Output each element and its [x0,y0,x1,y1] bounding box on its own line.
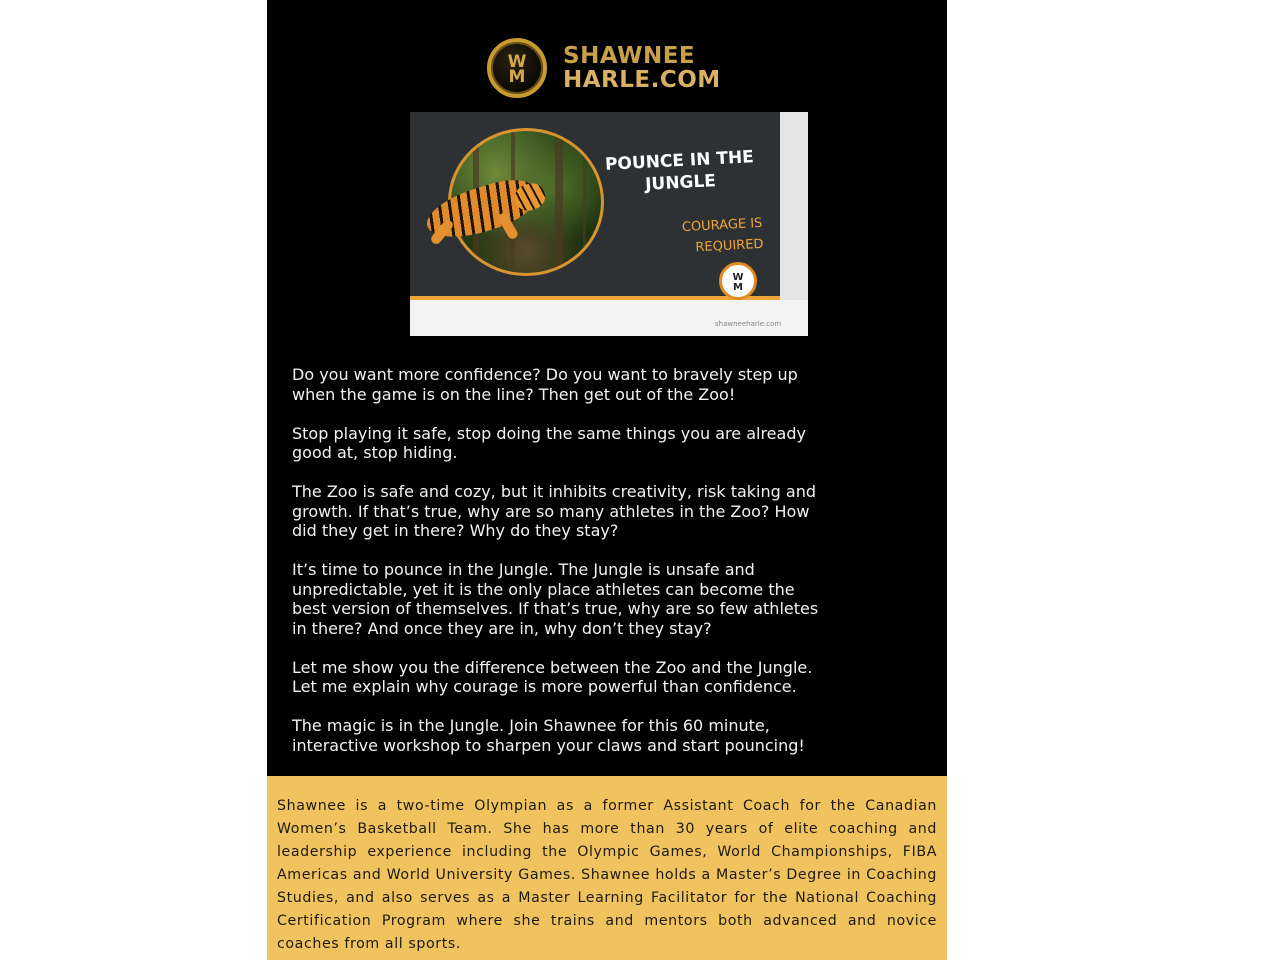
speaker-bio [267,776,947,960]
paragraph: The magic is in the Jungle. Join Shawnee for this 60 minute, interactive workshop to sharpen your claws and start pouncing! [292,716,805,755]
paragraph: Stop playing it safe, stop doing the same things you are already good at, stop hiding. [292,423,806,462]
banner-footer-strip [410,300,808,336]
bio-text: Shawnee is a two-time Olympian as a former Assistant Coach for the Canadian Women’s Basketball Team. She has more than 30 years of elite coaching and leadership experience including the Olympic Games, World Championships, FIBA Americas and World University Games. Shawnee holds a Master’s Degree in Coaching Studies, and also serves as a Master Learning Facilitator for the National Coaching Certification Program where she trains and mentors both advanced and novice coaches from all sports. [277,798,937,952]
paragraph: The Zoo is safe and cozy, but it inhibits creativity, risk taking and growth. If that’s true, why are so many athletes in the Zoo? How did they get in there? Why do they stay? [292,482,816,540]
banner-title: POUNCE IN THE JUNGLE [604,147,755,195]
brand-name-line2: HARLE.COM [563,67,721,93]
workshop-description [292,365,932,775]
brand-logo [487,35,721,101]
svg-text:M: M [508,67,526,87]
banner-url: shawneeharle.com [715,320,782,328]
paragraph: Do you want more confidence? Do you want to bravely step up when the game is on the line? Then get out of the Zoo! [292,365,798,404]
wm-monogram-icon [487,38,547,98]
svg-text:W: W [732,272,744,283]
banner-subtitle: COURAGE IS REQUIRED [681,215,764,256]
svg-text:W: W [507,52,527,72]
svg-text:M: M [733,282,743,293]
paragraph: It’s time to pounce in the Jungle. The Jungle is unsafe and unpredictable, yet it is the only place athletes can become the best version of themselves. If that’s true, why are so few athletes in there? And once they are in, why don’t they stay? [292,560,819,638]
brand-name-line1: SHAWNEE [563,43,696,69]
paragraph: Let me show you the difference between the Zoo and the Jungle. Let me explain why courage is more powerful than confidence. [292,657,813,696]
banner-wm-logo-icon [719,262,757,300]
